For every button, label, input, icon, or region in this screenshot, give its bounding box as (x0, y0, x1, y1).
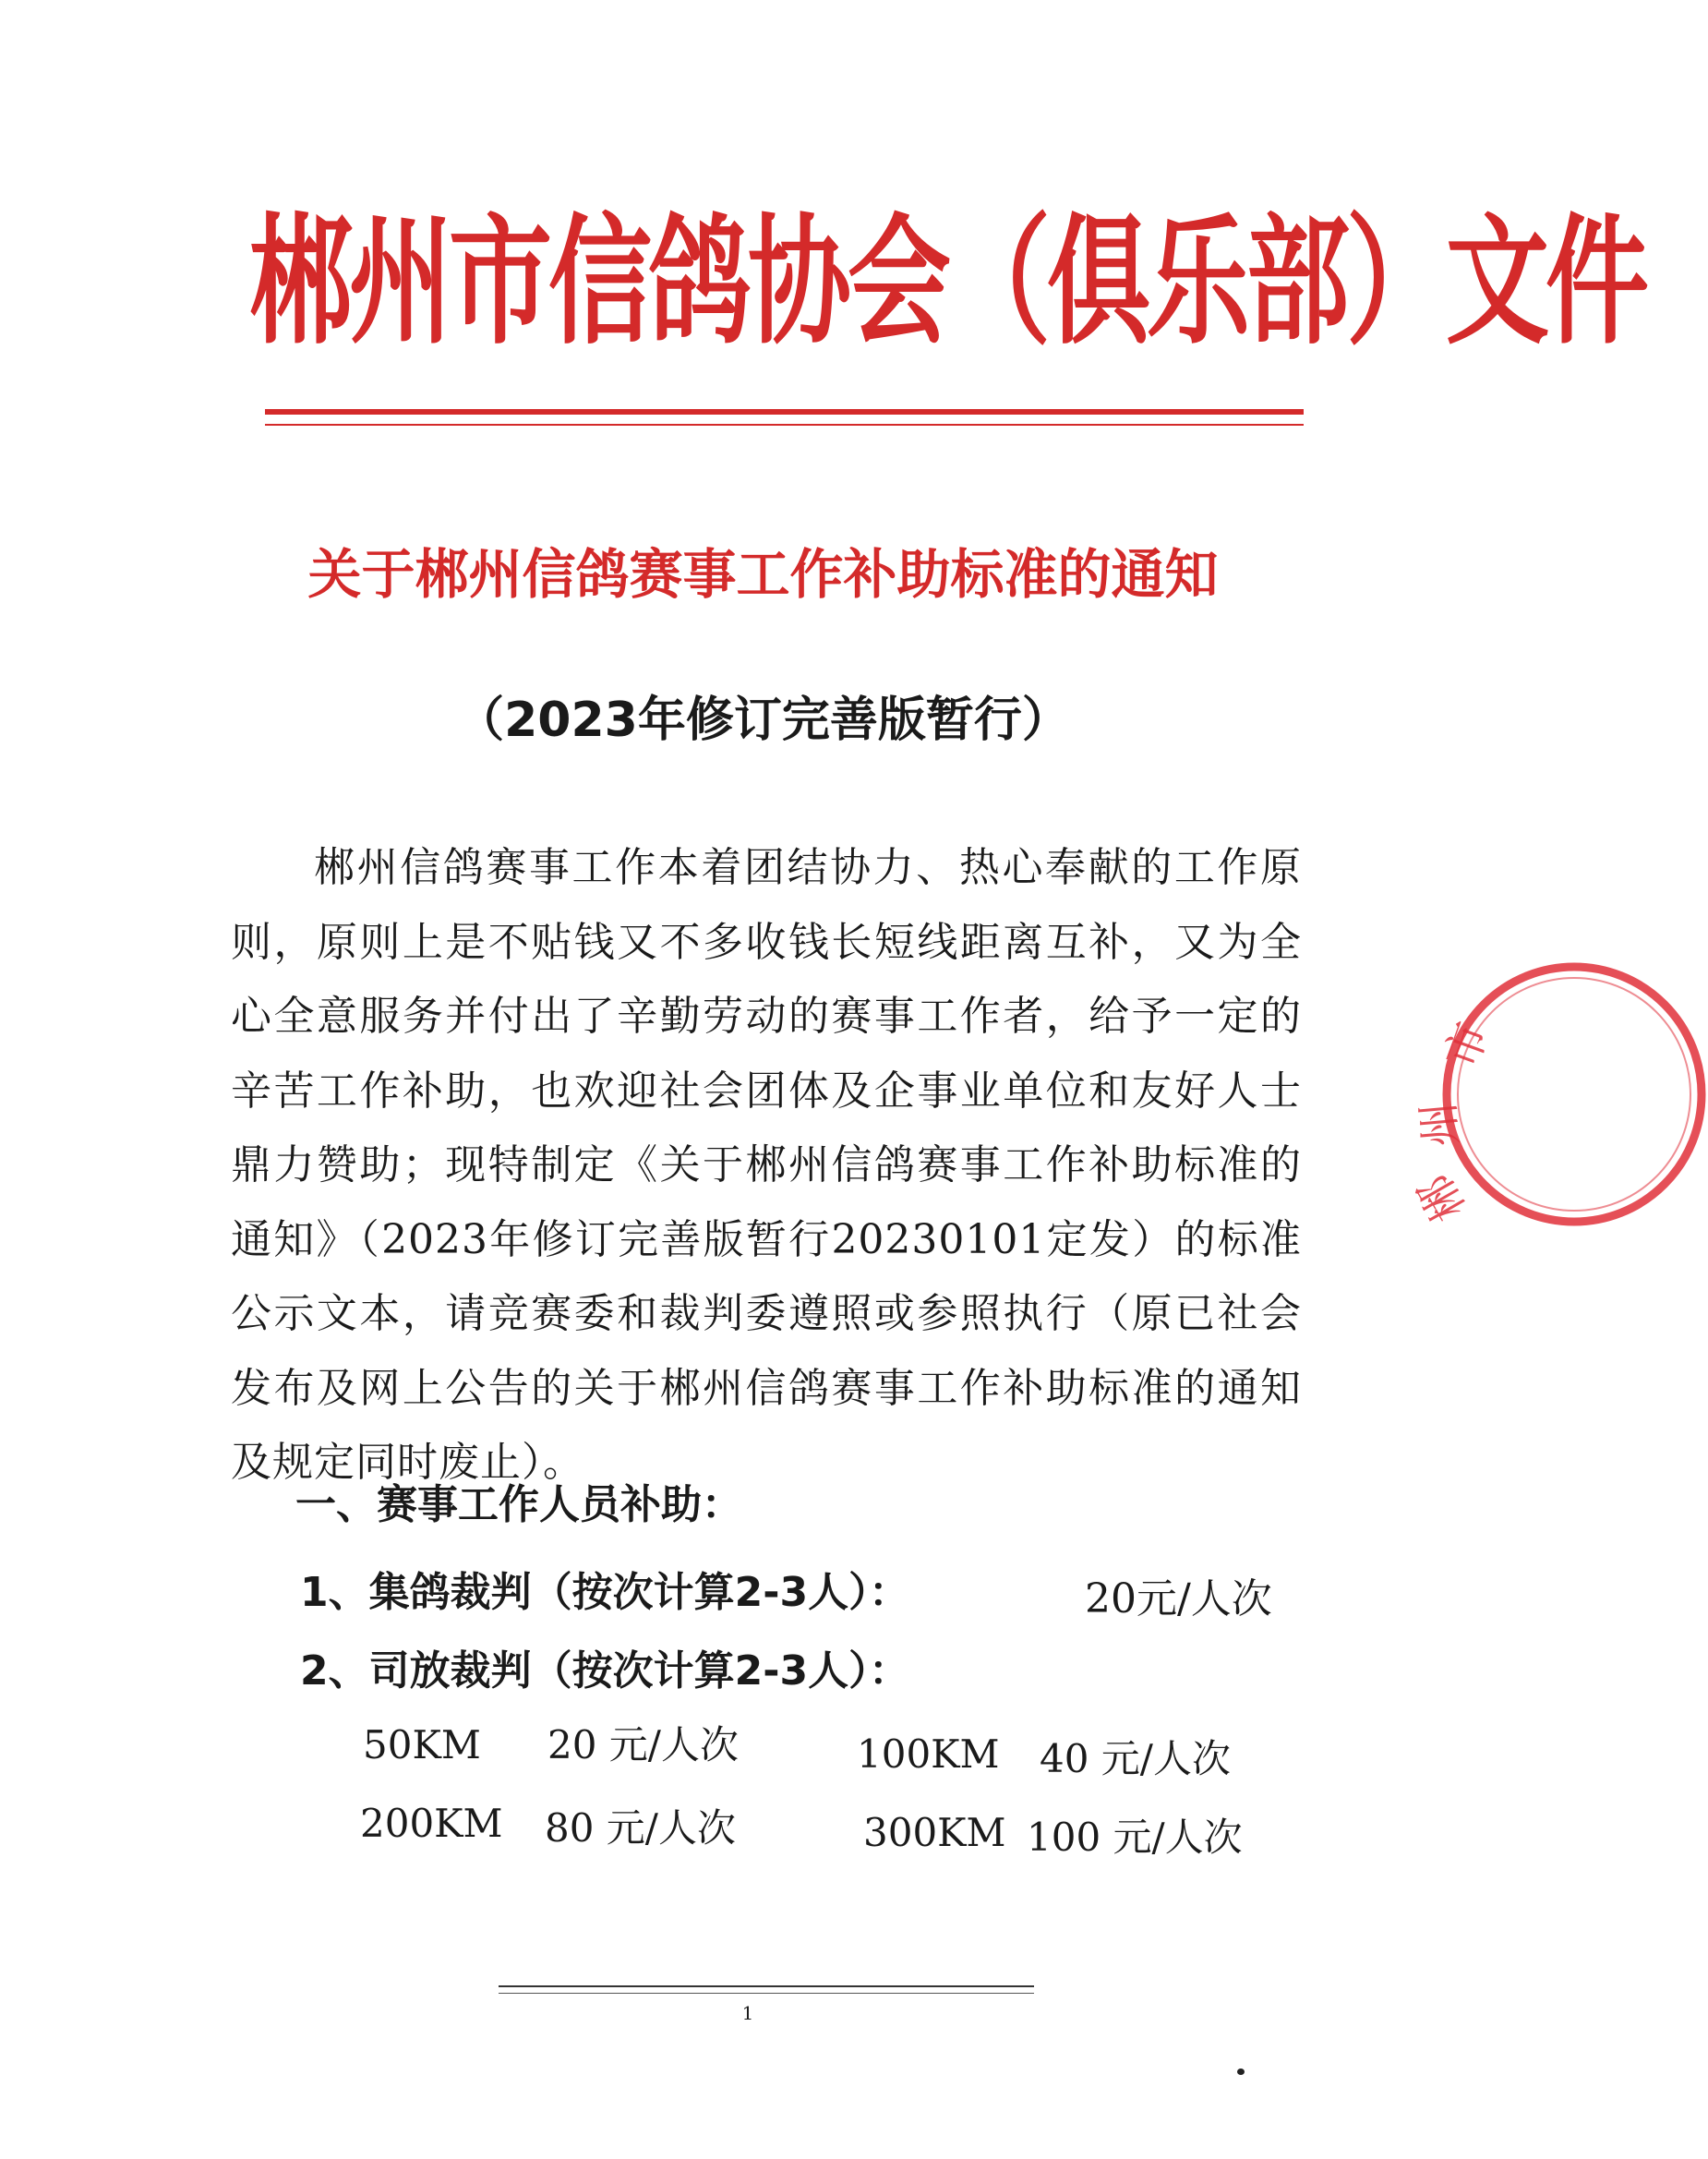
section-heading: 一、赛事工作人员补助： (295, 1481, 742, 1528)
rate-distance: 300KM (863, 1810, 1006, 1855)
svg-text:郴: 郴 (1408, 1165, 1476, 1230)
footer-rule (499, 1985, 1034, 1987)
item-value: 20元/人次 (1085, 1575, 1272, 1622)
rate-distance: 100KM (857, 1731, 1000, 1777)
rate-amount: 100 元/人次 (1027, 1815, 1243, 1860)
page-number: 1 (741, 2002, 754, 2024)
rate-distance: 50KM (363, 1722, 481, 1767)
scan-speck (1237, 2069, 1245, 2075)
notice-title: 关于郴州信鸽赛事工作补助标准的通知 (307, 543, 1219, 606)
rate-amount: 80 元/人次 (545, 1805, 736, 1851)
item-collection-referee (300, 1561, 909, 1625)
item-release-referee (300, 1639, 909, 1704)
header-red-rule (265, 409, 1304, 415)
svg-text:市: 市 (1435, 1015, 1499, 1076)
org-header-title: 郴州市信鸽协会（俱乐部）文件 (249, 201, 1645, 364)
notice-subtitle: （2023年修订完善版暂行） (456, 693, 1070, 748)
svg-text:州: 州 (1412, 1100, 1468, 1149)
rate-amount: 40 元/人次 (1040, 1736, 1231, 1781)
body-paragraph: 郴州信鸽赛事工作本着团结协力、热心奉献的工作原则，原则上是不贴钱又不多收钱长短线距离互补，又为全心全意服务并付出了辛勤劳动的赛事工作者，给予一定的辛苦工作补助，也欢迎社会团体及企事业单位和友好人士鼎力赞助；现特制定《关于郴州信鸽赛事工作补助标准的通知》（2023年修订完善版暂行20230101定发）的标准公示文本，请竞赛委和裁判委遵照或参照执行（原已社会发布及网上公告的关于郴州信鸽赛事工作补助标准的通知及规定同时废止）。 (231, 844, 1302, 1486)
item-label: 1、集鸽裁判（按次计算2-3人）： (300, 1569, 910, 1616)
official-seal (1408, 960, 1708, 1230)
rate-amount: 20 元/人次 (547, 1722, 739, 1767)
rate-distance: 200KM (360, 1801, 503, 1846)
item-label: 2、司放裁判（按次计算2-3人）： (300, 1647, 910, 1695)
header-red-rule-thin (265, 424, 1304, 426)
footer-rule-thin (499, 1993, 1034, 1994)
